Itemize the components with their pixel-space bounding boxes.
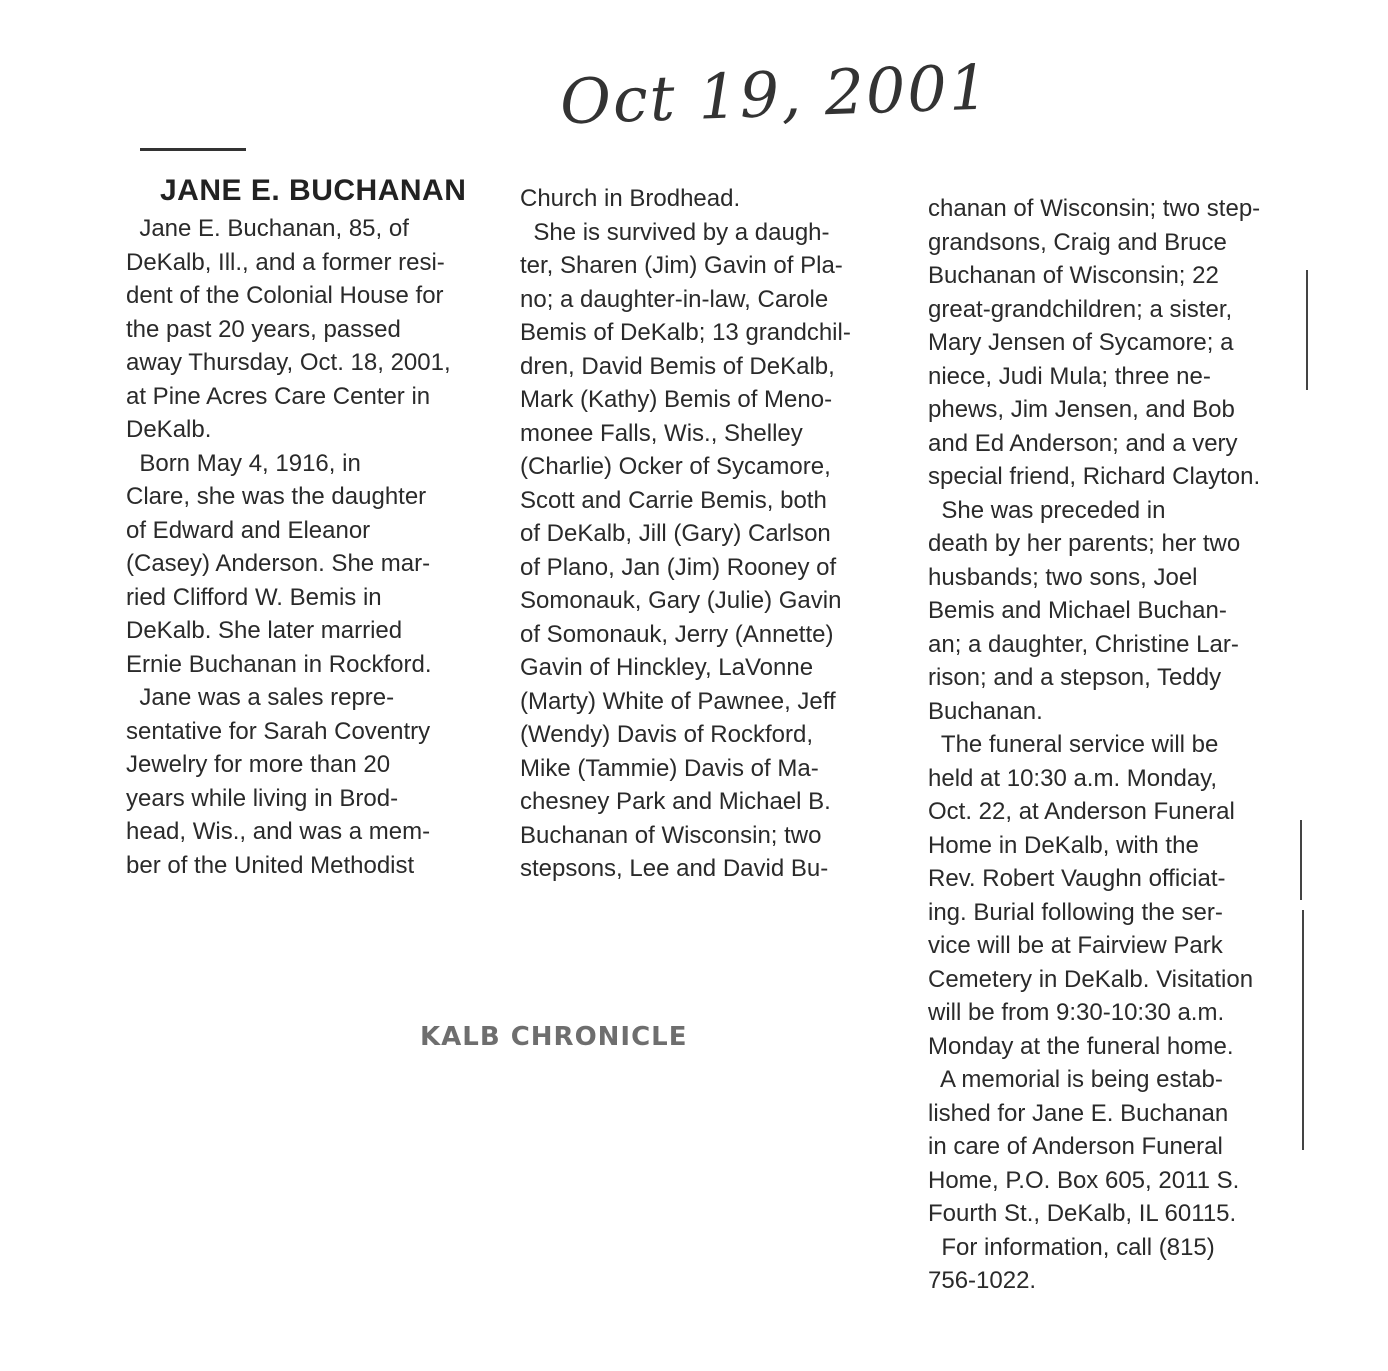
text-line: dren, David Bemis of DeKalb, (520, 352, 835, 380)
text-line: Jane was a sales repre- (126, 684, 395, 711)
text-line: (Casey) Anderson. She mar- (126, 550, 431, 577)
column-edge-line (1302, 910, 1304, 1150)
text-line: grandsons, Craig and Bruce (928, 228, 1227, 256)
text-line: head, Wis., and was a mem- (126, 818, 431, 845)
text-line: Mark (Kathy) Bemis of Meno- (520, 386, 833, 413)
text-line: ried Clifford W. Bemis in (126, 583, 382, 611)
text-line: and Ed Anderson; and a very (928, 429, 1238, 457)
text-line: niece, Judi Mula; three ne- (928, 362, 1211, 390)
text-line: rison; and a stepson, Teddy (928, 664, 1222, 691)
newspaper-masthead: KALB CHRONICLE (420, 1022, 688, 1052)
text-line: Cemetery in DeKalb. Visitation (928, 965, 1254, 993)
text-line: Rev. Robert Vaughn officiat- (928, 865, 1226, 892)
text-line: Buchanan. (928, 697, 1043, 725)
text-line: at Pine Acres Care Center in (126, 382, 431, 410)
text-line: ber of the United Methodist (126, 851, 415, 879)
text-line: The funeral service will be (928, 731, 1219, 758)
text-line: Oct. 22, at Anderson Funeral (928, 798, 1235, 825)
text-line: Mike (Tammie) Davis of Ma- (520, 754, 819, 782)
text-line: an; a daughter, Christine Lar- (928, 630, 1239, 658)
column-1 (126, 212, 506, 882)
text-line: (Marty) White of Pawnee, Jeff (520, 687, 836, 715)
text-line: (Charlie) Ocker of Sycamore, (520, 453, 831, 480)
text-line: death by her parents; her two (928, 530, 1241, 557)
text-line: Jane E. Buchanan, 85, of (126, 215, 409, 242)
obituary-headline: JANE E. BUCHANAN (160, 174, 467, 207)
text-line: Bemis and Michael Buchan- (928, 597, 1227, 624)
text-line: She was preceded in (928, 496, 1166, 524)
top-rule (140, 148, 246, 151)
text-line: Monday at the funeral home. (928, 1032, 1234, 1060)
text-line: Fourth St., DeKalb, IL 60115. (928, 1200, 1237, 1227)
text-line: ter, Sharen (Jim) Gavin of Pla- (520, 252, 843, 279)
text-line: of DeKalb, Jill (Gary) Carlson (520, 520, 831, 547)
text-line: monee Falls, Wis., Shelley (520, 419, 803, 447)
text-line: DeKalb, Ill., and a former resi- (126, 248, 445, 276)
text-line: stepsons, Lee and David Bu- (520, 855, 829, 882)
text-line: Somonauk, Gary (Julie) Gavin (520, 587, 842, 614)
column-2 (520, 182, 910, 886)
handwritten-date: Oct 19, 2001 (558, 50, 992, 139)
text-line: Jewelry for more than 20 (126, 751, 391, 778)
text-line: Scott and Carrie Bemis, both (520, 486, 827, 514)
text-line: A memorial is being estab- (928, 1066, 1223, 1093)
text-line: lished for Jane E. Buchanan (928, 1099, 1229, 1127)
text-line: Clare, she was the daughter (126, 483, 427, 510)
text-line: Bemis of DeKalb; 13 grandchil- (520, 319, 851, 346)
text-line: Home in DeKalb, with the (928, 831, 1199, 859)
text-line: years while living in Brod- (126, 784, 399, 812)
text-line: sentative for Sarah Coventry (126, 717, 431, 745)
text-line: of Plano, Jan (Jim) Rooney of (520, 553, 837, 581)
text-line: no; a daughter-in-law, Carole (520, 285, 829, 313)
text-line: vice will be at Fairview Park (928, 932, 1223, 959)
text-line: Gavin of Hinckley, LaVonne (520, 654, 814, 681)
text-line: Buchanan of Wisconsin; two (520, 821, 822, 849)
column-edge-line (1300, 820, 1302, 900)
column-edge-line (1306, 270, 1308, 390)
text-line: Buchanan of Wisconsin; 22 (928, 262, 1219, 289)
text-line: DeKalb. She later married (126, 617, 403, 644)
text-line: of Edward and Eleanor (126, 516, 371, 544)
text-line: chesney Park and Michael B. (520, 788, 831, 815)
text-line: away Thursday, Oct. 18, 2001, (126, 349, 451, 376)
text-line: husbands; two sons, Joel (928, 563, 1198, 591)
column-3 (928, 192, 1318, 1298)
text-line: Home, P.O. Box 605, 2011 S. (928, 1166, 1240, 1194)
text-line: held at 10:30 a.m. Monday, (928, 764, 1218, 792)
text-line: will be from 9:30-10:30 a.m. (928, 999, 1225, 1026)
text-line: Born May 4, 1916, in (126, 449, 361, 477)
text-line: dent of the Colonial House for (126, 282, 444, 309)
text-line: of Somonauk, Jerry (Annette) (520, 620, 834, 648)
text-line: chanan of Wisconsin; two step- (928, 195, 1261, 222)
text-line: (Wendy) Davis of Rockford, (520, 721, 813, 748)
text-line: ing. Burial following the ser- (928, 898, 1223, 926)
text-line: For information, call (815) (928, 1233, 1215, 1261)
text-line: the past 20 years, passed (126, 315, 401, 343)
text-line: great-grandchildren; a sister, (928, 295, 1233, 323)
text-line: Mary Jensen of Sycamore; a (928, 329, 1234, 356)
text-line: in care of Anderson Funeral (928, 1133, 1223, 1160)
text-line: 756-1022. (928, 1267, 1037, 1294)
text-line: She is survived by a daugh- (520, 218, 830, 246)
text-line: DeKalb. (126, 416, 212, 443)
text-line: special friend, Richard Clayton. (928, 463, 1261, 490)
text-line: Ernie Buchanan in Rockford. (126, 650, 432, 678)
text-line: phews, Jim Jensen, and Bob (928, 396, 1235, 423)
text-line: Church in Brodhead. (520, 185, 741, 212)
